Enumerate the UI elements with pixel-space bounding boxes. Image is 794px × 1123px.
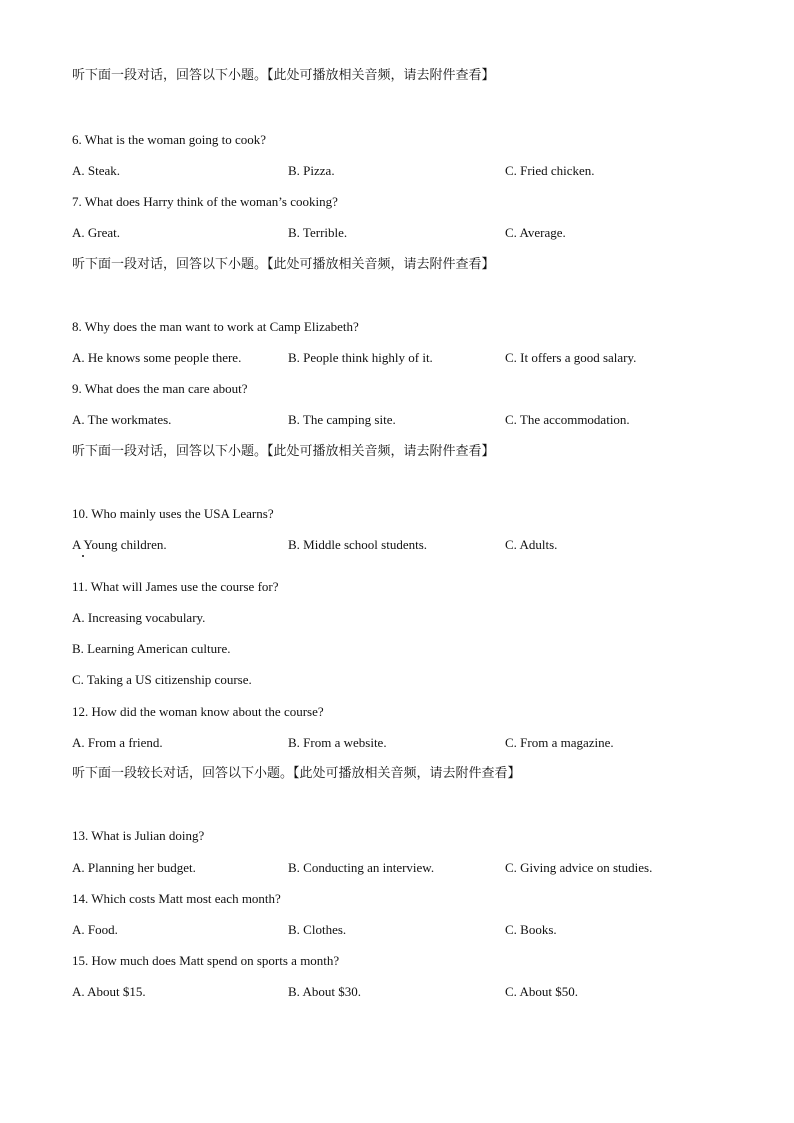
q7-option-a: A. Great. (72, 225, 121, 240)
q14-option-c: C. Books. (505, 922, 557, 937)
q9-option-c: C. The accommodation. (505, 412, 630, 427)
section-instruction: 听下面一段对话，回答以下小题。【此处可播放相关音频，请去附件查看】 (72, 444, 495, 459)
question-15: 15. How much does Matt spend on sports a month? (72, 953, 340, 968)
q6-option-b: B. Pizza. (288, 163, 335, 178)
question-8: 8. Why does the man want to work at Camp Elizabeth? (72, 319, 359, 334)
q8-option-c: C. It offers a good salary. (505, 350, 637, 365)
section-instruction: 听下面一段对话，回答以下小题。【此处可播放相关音频，请去附件查看】 (72, 257, 495, 272)
section-instruction: 听下面一段较长对话，回答以下小题。【此处可播放相关音频，请去附件查看】 (72, 766, 521, 781)
q13-option-b: B. Conducting an interview. (288, 860, 435, 875)
section-instruction: 听下面一段对话，回答以下小题。【此处可播放相关音频，请去附件查看】 (72, 68, 495, 83)
question-13: 13. What is Julian doing? (72, 828, 205, 843)
q11-option-b: B. Learning American culture. (72, 641, 231, 656)
question-7: 7. What does Harry think of the woman’s cooking? (72, 194, 338, 209)
q10-option-b: B. Middle school students. (288, 537, 428, 552)
q6-option-a: A. Steak. (72, 163, 121, 178)
q8-option-a: A. He knows some people there. (72, 350, 242, 365)
question-14: 14. Which costs Matt most each month? (72, 891, 281, 906)
q12-option-a: A. From a friend. (72, 735, 163, 750)
q11-option-a: A. Increasing vocabulary. (72, 610, 206, 625)
q15-option-c: C. About $50. (505, 984, 578, 999)
question-11: 11. What will James use the course for? (72, 579, 279, 594)
q13-option-c: C. Giving advice on studies. (505, 860, 653, 875)
q10-option-c: C. Adults. (505, 537, 558, 552)
question-10: 10. Who mainly uses the USA Learns? (72, 506, 274, 521)
q10-option-a: A Young children. (72, 537, 167, 552)
q15-option-b: B. About $30. (288, 984, 361, 999)
q15-option-a: A. About $15. (72, 984, 146, 999)
question-12: 12. How did the woman know about the course? (72, 704, 324, 719)
question-9: 9. What does the man care about? (72, 381, 248, 396)
q14-option-a: A. Food. (72, 922, 118, 937)
stray-dot (82, 555, 84, 557)
q12-option-b: B. From a website. (288, 735, 387, 750)
q9-option-b: B. The camping site. (288, 412, 396, 427)
q9-option-a: A. The workmates. (72, 412, 172, 427)
q6-option-c: C. Fried chicken. (505, 163, 595, 178)
q14-option-b: B. Clothes. (288, 922, 347, 937)
q11-option-c: C. Taking a US citizenship course. (72, 672, 252, 687)
q7-option-b: B. Terrible. (288, 225, 348, 240)
question-6: 6. What is the woman going to cook? (72, 132, 267, 147)
q13-option-a: A. Planning her budget. (72, 860, 196, 875)
q12-option-c: C. From a magazine. (505, 735, 614, 750)
q8-option-b: B. People think highly of it. (288, 350, 433, 365)
q7-option-c: C. Average. (505, 225, 566, 240)
